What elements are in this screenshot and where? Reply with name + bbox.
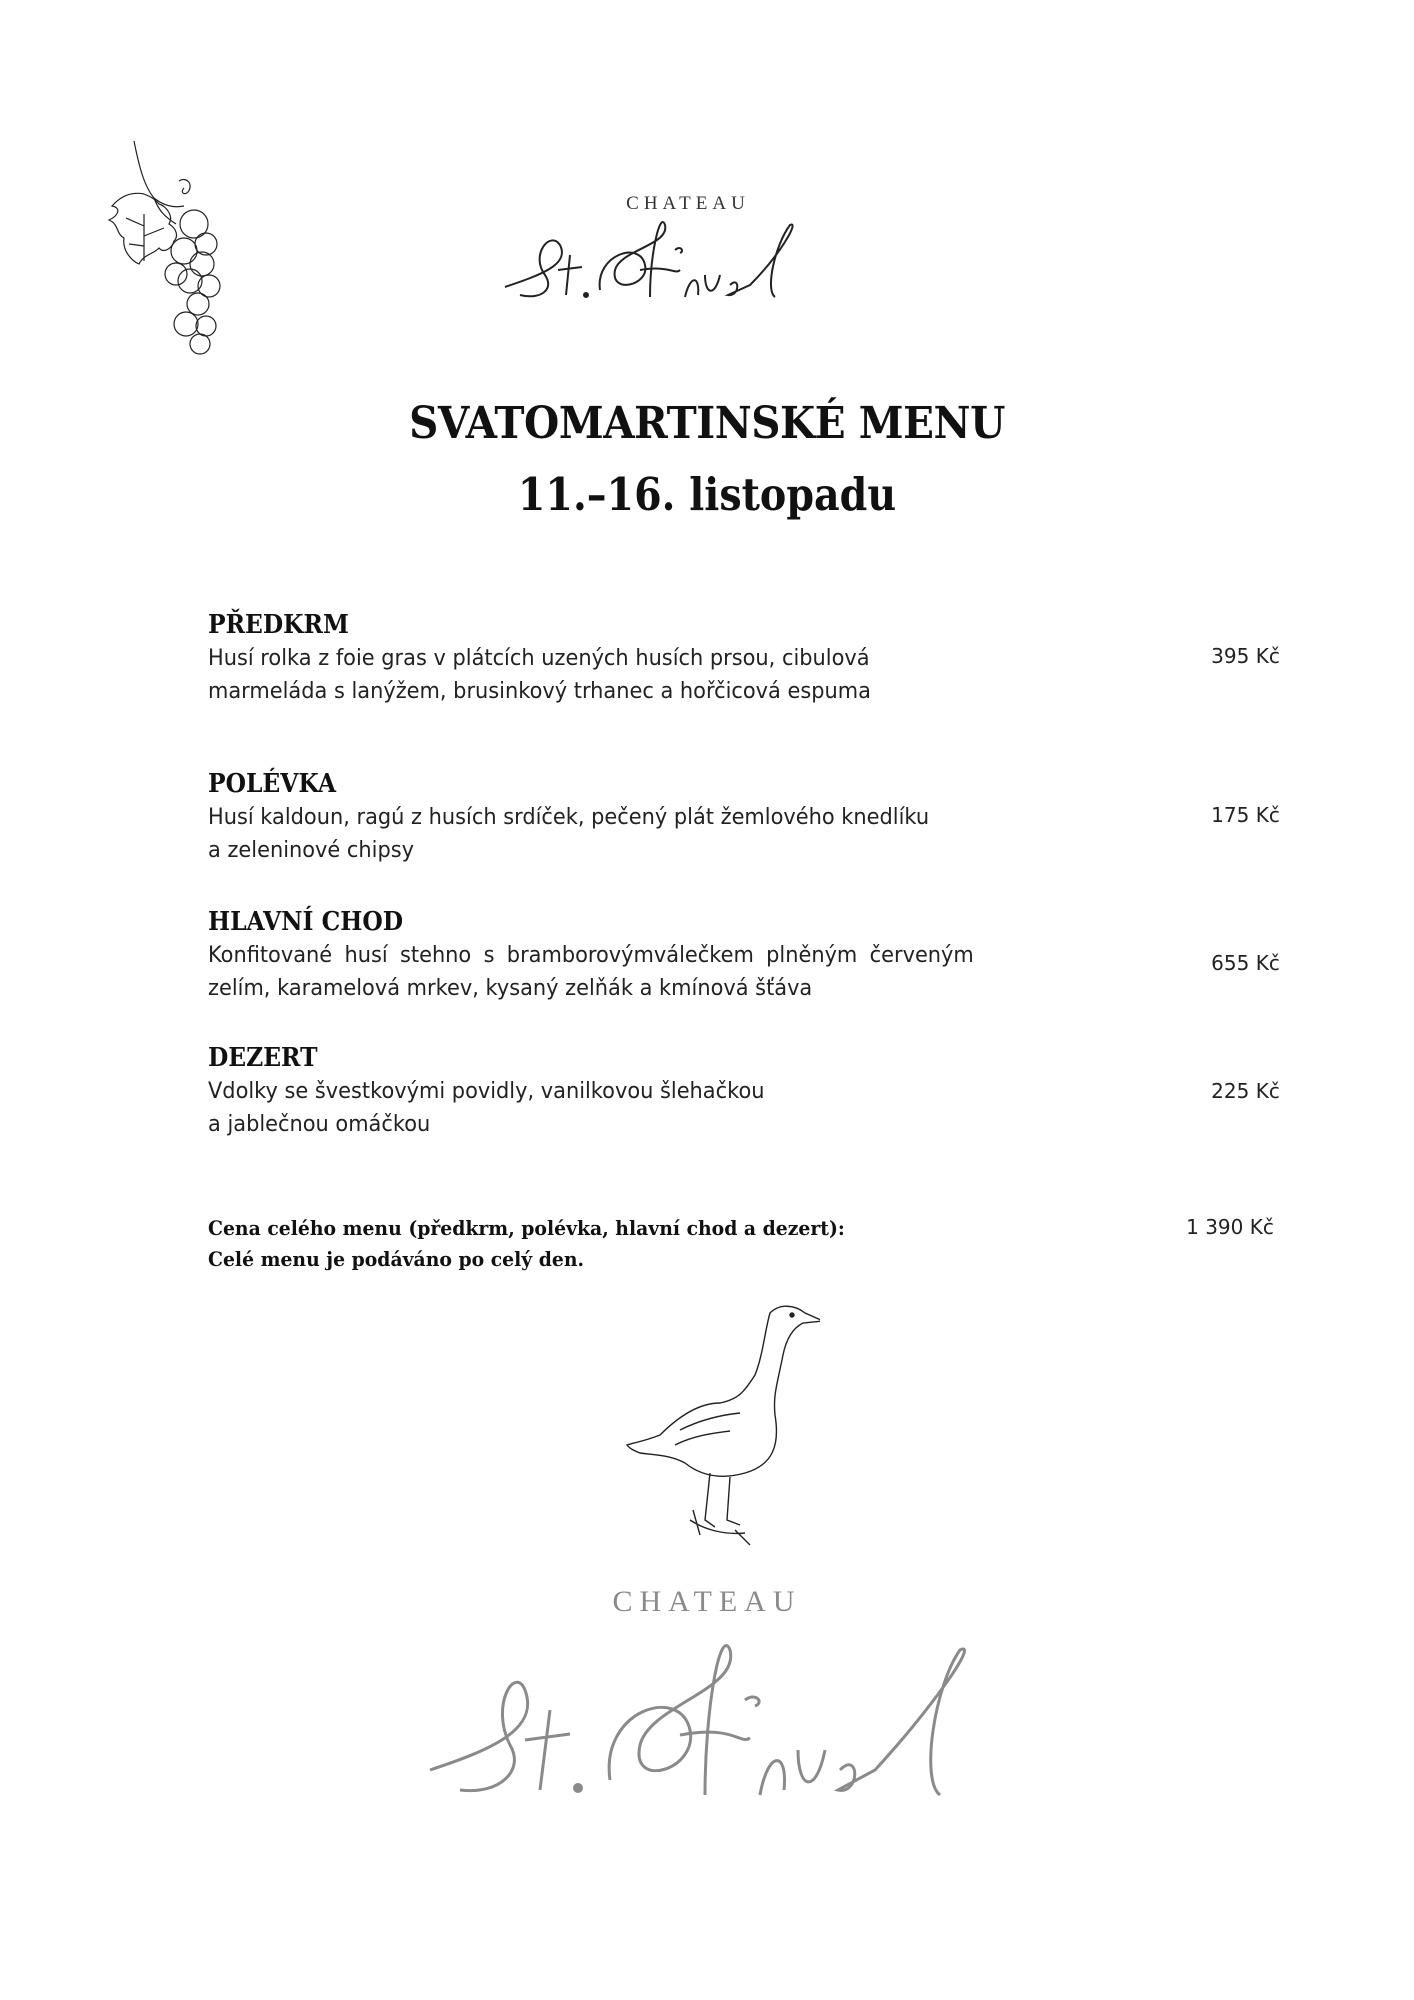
course-predkrm	[208, 608, 1288, 708]
grape-illustration	[104, 136, 270, 361]
serving-note: Celé menu je podáváno po celý den.	[208, 1247, 585, 1271]
course-description-line: marmeláda s lanýžem, brusinkový trhanec a hořčicová espuma	[208, 679, 871, 704]
course-description-line: Husí kaldoun, ragú z husích srdíček, pečený plát žemlového knedlíku	[208, 805, 930, 830]
course-description	[208, 939, 1082, 1005]
total-price: 1 390 Kč	[1186, 1215, 1274, 1239]
logo-bottom-chateau: CHATEAU	[612, 1585, 802, 1618]
course-description-line: Husí rolka z foie gras v plátcích uzených husích prsou, cibulová	[208, 646, 870, 671]
course-name: HLAVNÍ CHOD	[208, 907, 404, 937]
course-description	[208, 642, 1082, 708]
logo-bottom-script	[420, 1630, 1010, 1810]
logo-top-script	[500, 215, 820, 305]
course-price: 225 Kč	[1211, 1079, 1280, 1103]
course-description-line: Vdolky se švestkovými povidly, vanilkovou šlehačkou	[208, 1079, 765, 1104]
course-description	[208, 1075, 1082, 1141]
goose-illustration	[605, 1295, 820, 1555]
course-price: 175 Kč	[1211, 803, 1280, 827]
course-price: 655 Kč	[1211, 951, 1280, 975]
course-hlavni-chod	[208, 905, 1288, 1005]
menu-title: SVATOMARTINSKÉ MENU	[409, 398, 1005, 449]
course-polevka	[208, 767, 1288, 867]
course-description	[208, 801, 1082, 867]
course-description-line: zelím, karamelová mrkev, kysaný zelňák a kmínová šťáva	[208, 976, 813, 1001]
course-name: PŘEDKRM	[208, 610, 349, 640]
course-name: DEZERT	[208, 1043, 318, 1073]
course-description-line: Konfitované husí stehno s bramborovýmválečkem plněným červeným	[208, 943, 974, 968]
course-price: 395 Kč	[1211, 644, 1280, 668]
total-note	[208, 1213, 845, 1275]
logo-top-chateau: CHATEAU	[626, 193, 750, 214]
course-name: POLÉVKA	[208, 769, 336, 799]
menu-date: 11.–16. listopadu	[517, 468, 897, 521]
course-description-line: a jablečnou omáčkou	[208, 1112, 431, 1137]
total-label: Cena celého menu (předkrm, polévka, hlavní chod a dezert):	[208, 1216, 845, 1240]
course-dezert	[208, 1041, 1288, 1141]
course-description-line: a zeleninové chipsy	[208, 838, 414, 863]
